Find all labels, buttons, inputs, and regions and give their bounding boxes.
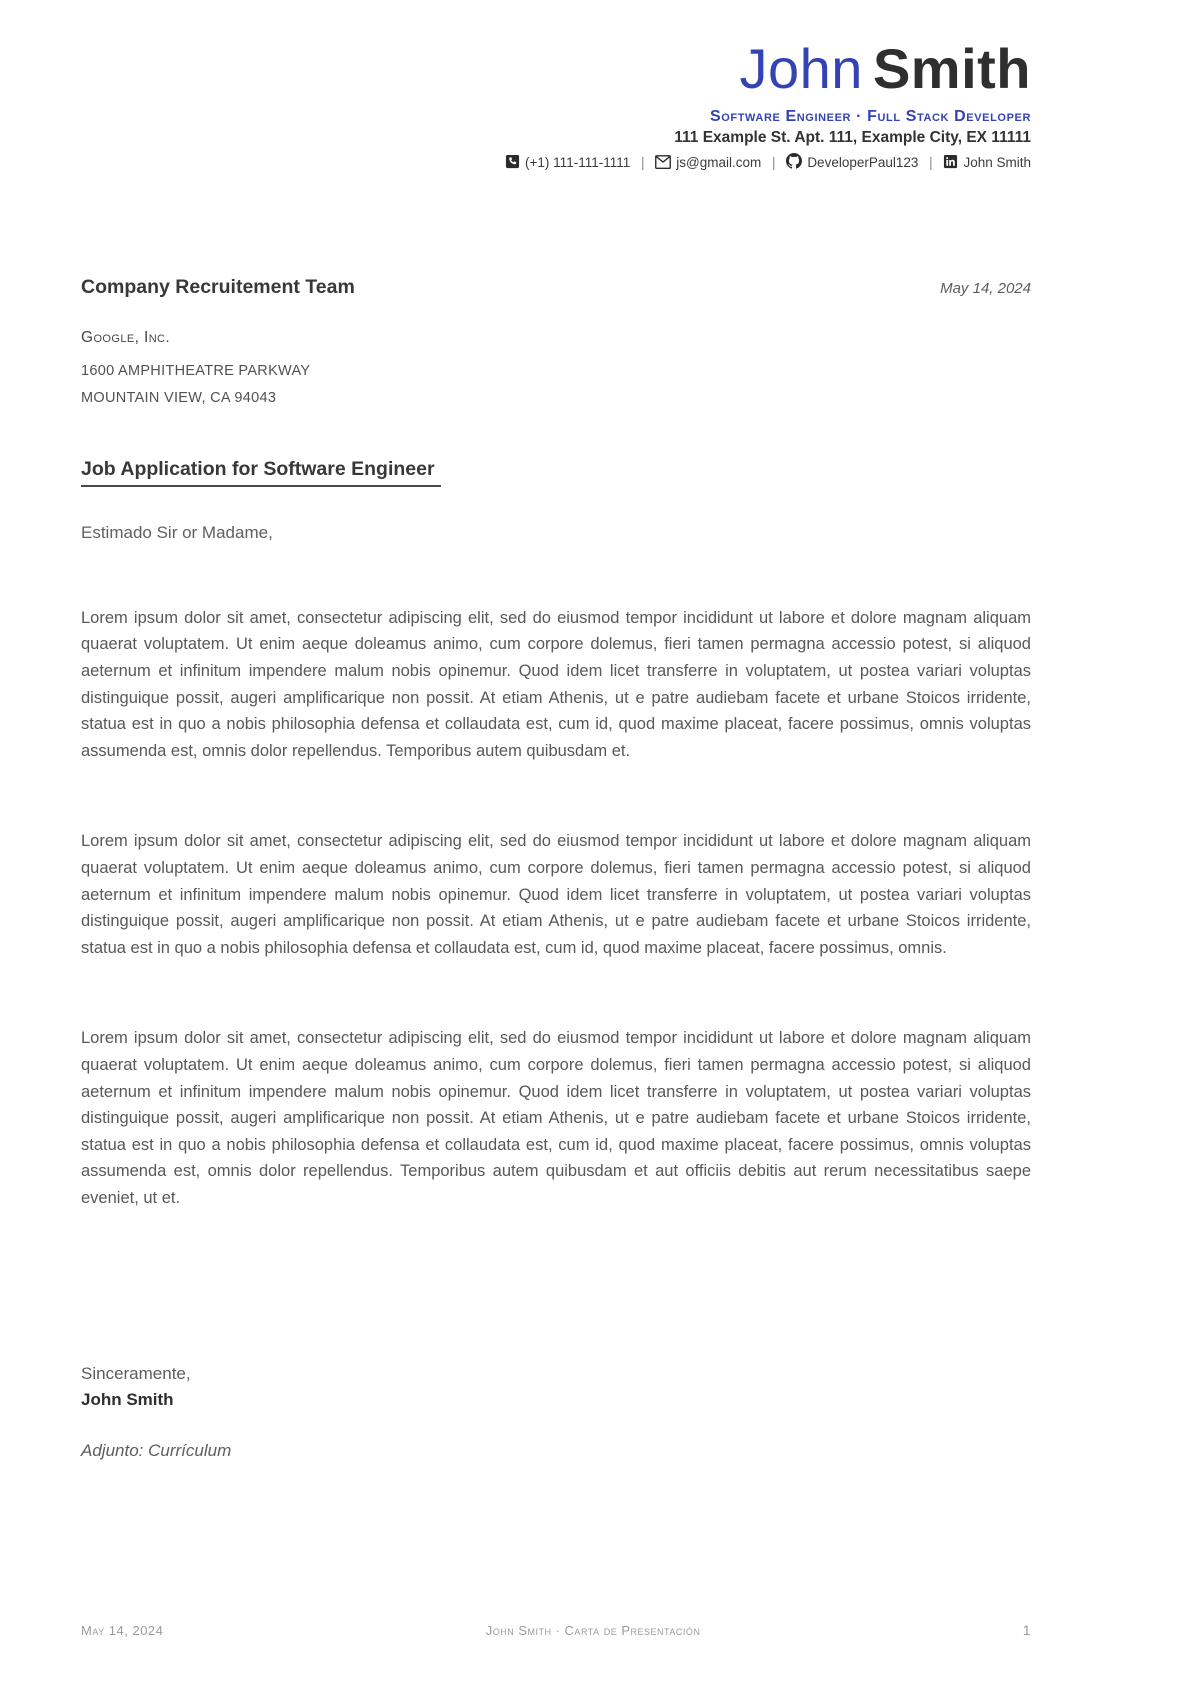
- organization-address: [81, 358, 1031, 412]
- phone-number[interactable]: (+1) 111-111-1111: [525, 154, 631, 170]
- footer-page-number: 1: [1022, 1622, 1031, 1638]
- letter-closing: [81, 1361, 1031, 1413]
- page-footer: [81, 1622, 1031, 1638]
- enclosure-note: Adjunto: Currículum: [81, 1441, 232, 1461]
- signature-name: John Smith: [81, 1390, 174, 1410]
- recipient-row: [81, 276, 1031, 299]
- organization-address-line2: MOUNTAIN VIEW, CA 94043: [81, 389, 277, 406]
- organization-address-line1: 1600 AMPHITHEATRE PARKWAY: [81, 362, 311, 379]
- job-subtitle: Software Engineer · Full Stack Developer: [709, 107, 1031, 125]
- email-icon: [655, 155, 671, 172]
- linkedin-icon: [943, 154, 958, 172]
- letter-header: [81, 37, 1031, 172]
- candidate-address: 111 Example St. Apt. 111, Example City, EX 11111: [674, 128, 1031, 146]
- body-paragraph-3: Lorem ipsum dolor sit amet, consectetur adipiscing elit, sed do eiusmod tempor incididunt ut labore et dolore magnam aliquam quaerat voluptatem. Ut enim aeque doleamus animo, cum corpore dolemus, fieri tamen permagna accessio potest, si aliquod aeternum et infinitum impendere malum nobis opinemur. Quod idem licet transferre in voluptatem, ut postea variari voluptas distinguique possit, augeri amplificarique non possit. At etiam Athenis, ut e patre audiebam facete et urbane Stoicos irridente, statua est in quo a nobis philosophia defensa et collaudata est, cum id, quod maxime placeat, facere possimus, omnis voluptas assumenda est, omnis dolor repellendus. Temporibus autem quibusdam et aut officiis debitis aut rerum necessitatibus saepe eveniet, ut et.: [81, 1029, 1031, 1207]
- footer-document-title: John Smith · Carta de Presentación: [485, 1623, 701, 1638]
- recipient-title: Company Recruitement Team: [81, 275, 355, 298]
- contact-separator: |: [641, 154, 645, 170]
- last-name: Smith: [872, 37, 1031, 100]
- valediction: Sinceramente,: [81, 1364, 191, 1384]
- email-address[interactable]: js@gmail.com: [676, 154, 762, 170]
- contact-separator: |: [929, 154, 933, 170]
- candidate-name: [81, 37, 1031, 100]
- github-handle[interactable]: DeveloperPaul123: [807, 154, 919, 170]
- linkedin-handle[interactable]: John Smith: [963, 154, 1031, 170]
- contact-line: [81, 153, 1031, 172]
- letter-subject: Job Application for Software Engineer: [81, 458, 441, 487]
- body-paragraph-2: Lorem ipsum dolor sit amet, consectetur adipiscing elit, sed do eiusmod tempor incididunt ut labore et dolore magnam aliquam quaerat voluptatem. Ut enim aeque doleamus animo, cum corpore dolemus, fieri tamen permagna accessio potest, si aliquod aeternum et infinitum impendere malum nobis opinemur. Quod idem licet transferre in voluptatem, ut postea variari voluptas distinguique possit, augeri amplificarique non possit. At etiam Athenis, ut e patre audiebam facete et urbane Stoicos irridente, statua est in quo a nobis philosophia defensa et collaudata est, cum id, quod maxime placeat, facere possimus, omnis.: [81, 832, 1031, 957]
- body-paragraph-1: Lorem ipsum dolor sit amet, consectetur adipiscing elit, sed do eiusmod tempor incididunt ut labore et dolore magnam aliquam quaerat voluptatem. Ut enim aeque doleamus animo, cum corpore dolemus, fieri tamen permagna accessio potest, si aliquod aeternum et infinitum impendere malum nobis opinemur. Quod idem licet transferre in voluptatem, ut postea variari voluptas distinguique possit, augeri amplificarique non possit. At etiam Athenis, ut e patre audiebam facete et urbane Stoicos irridente, statua est in quo a nobis philosophia defensa et collaudata est, cum id, quod maxime placeat, facere possimus, omnis voluptas assumenda est, omnis dolor repellendus. Temporibus autem quibusdam et.: [81, 608, 1031, 760]
- letter-greeting: Estimado Sir or Madame,: [81, 522, 273, 542]
- letter-date: May 14, 2024: [940, 279, 1031, 297]
- contact-separator: |: [772, 154, 776, 170]
- first-name: John: [739, 37, 863, 100]
- github-icon: [786, 153, 802, 172]
- letter-body: [81, 605, 1031, 1212]
- organization-name: Google, Inc.: [81, 328, 171, 346]
- footer-date: May 14, 2024: [81, 1623, 164, 1638]
- phone-icon: [505, 154, 520, 172]
- recipient-address-block: [81, 329, 1031, 412]
